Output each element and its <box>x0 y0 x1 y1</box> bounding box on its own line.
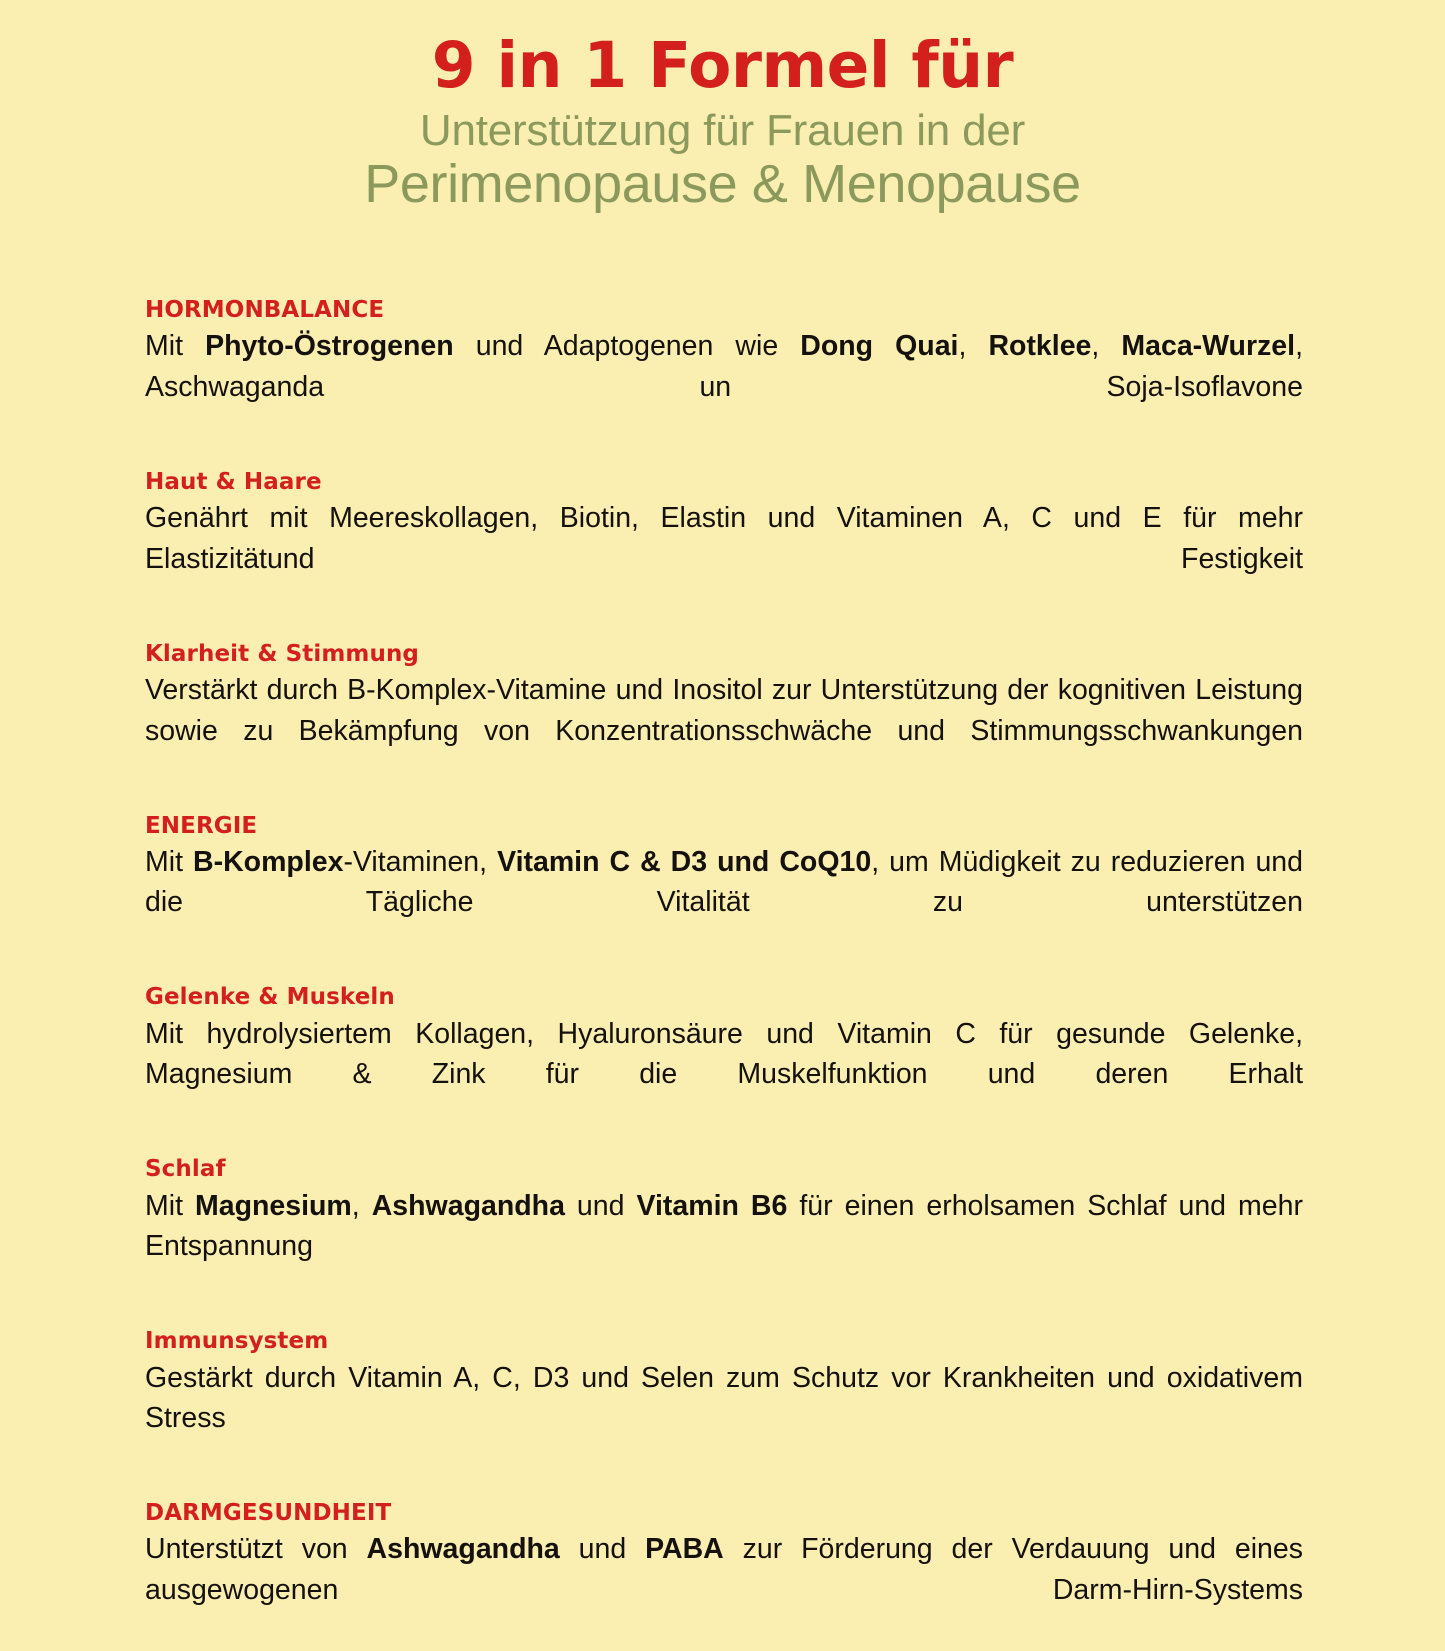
benefit-section-title: ENERGIE <box>145 812 258 839</box>
body-text: , um Müdigkeit zu reduzieren und die Tägliche Vitalität zu unterstützen <box>145 845 1303 919</box>
benefit-section-title: Immunsystem <box>145 1328 329 1355</box>
body-text: Mit <box>145 845 193 878</box>
emphasis-text: Rotklee <box>988 330 1092 363</box>
body-text: und <box>559 1533 646 1566</box>
body-text: und <box>564 1189 637 1222</box>
body-text: Mit hydrolysiertem Kollagen, Hyaluronsäure und Vitamin C für gesunde Gelenke, Magnesium & Zink für die Muskelfunktion und deren Erhalt <box>145 1017 1303 1091</box>
body-text: und Adaptogenen wie <box>453 330 801 363</box>
benefit-section-body <box>145 1014 1303 1135</box>
benefit-section-title: Klarheit & Stimmung <box>145 640 419 667</box>
body-text: für einen erholsamen Schlaf und mehr Entspannung <box>145 1189 1303 1263</box>
emphasis-text: Maca-Wurzel <box>1121 330 1296 363</box>
poster-header <box>0 0 1445 213</box>
benefit-section-title: Schlaf <box>145 1156 226 1183</box>
body-text: Genährt mit Meereskollagen, Biotin, Elastin und Vitaminen A, C und E für mehr Elastizitätund Festigkeit <box>145 502 1303 575</box>
emphasis-text: B-Komplex <box>193 845 344 878</box>
benefit-section-title: Haut & Haare <box>145 468 322 495</box>
body-text: , Aschwaganda un Soja-Isoflavone <box>145 330 1303 403</box>
benefit-section-body <box>145 498 1303 619</box>
body-text: Gestärkt durch Vitamin A, C, D3 und Selen zum Schutz vor Krankheiten und oxidativem Stress <box>145 1361 1303 1434</box>
benefit-section <box>145 1155 1303 1307</box>
benefit-section <box>145 812 1303 964</box>
benefit-section <box>145 640 1303 792</box>
subtitle-line-1: Unterstützung für Frauen in der <box>419 106 1026 156</box>
body-text: Verstärkt durch B-Komplex-Vitamine und Inositol zur Unterstützung der kognitiven Leistung sowie zu Bekämpfung von Konzentrationsschwäche und Stimmungsschwankungen <box>145 674 1303 747</box>
benefit-section <box>145 468 1303 620</box>
benefit-section-title: DARMGESUNDHEIT <box>145 1499 392 1526</box>
benefit-section-body <box>145 1186 1303 1307</box>
benefit-section-body <box>145 670 1303 791</box>
emphasis-text: PABA <box>645 1533 724 1566</box>
benefit-section-list <box>145 296 1303 1651</box>
emphasis-text: Phyto-Östrogenen <box>205 330 454 363</box>
emphasis-text: Vitamin C & D3 und CoQ10 <box>497 845 872 878</box>
benefit-section-body <box>145 1358 1303 1479</box>
body-text: -Vitaminen, <box>343 845 498 878</box>
emphasis-text: Magnesium <box>195 1189 352 1222</box>
body-text: zur Förderung der Verdauung und eines ausgewogenen Darm-Hirn-Systems <box>145 1533 1303 1606</box>
benefit-section-title: Gelenke & Muskeln <box>145 984 395 1011</box>
emphasis-text: Dong Quai <box>800 330 959 363</box>
subtitle-line-2: Perimenopause & Menopause <box>364 154 1081 215</box>
emphasis-text: Vitamin B6 <box>636 1189 788 1222</box>
body-text: , <box>1091 330 1122 363</box>
body-text: , <box>958 330 989 363</box>
benefit-section-body <box>145 326 1303 447</box>
emphasis-text: Ashwagandha <box>371 1189 565 1222</box>
body-text: Unterstützt von <box>145 1533 367 1566</box>
benefit-section <box>145 296 1303 448</box>
benefit-section-body <box>145 842 1303 963</box>
body-text: , <box>351 1189 372 1222</box>
benefit-section <box>145 983 1303 1135</box>
body-text: Mit <box>145 1189 195 1222</box>
page-title: 9 in 1 Formel für <box>431 29 1014 102</box>
benefit-section <box>145 1499 1303 1651</box>
benefit-section-title: HORMONBALANCE <box>145 297 385 323</box>
emphasis-text: Ashwagandha <box>366 1533 560 1566</box>
body-text: Mit <box>145 330 206 363</box>
benefit-section-body <box>145 1529 1303 1650</box>
benefit-section <box>145 1327 1303 1479</box>
